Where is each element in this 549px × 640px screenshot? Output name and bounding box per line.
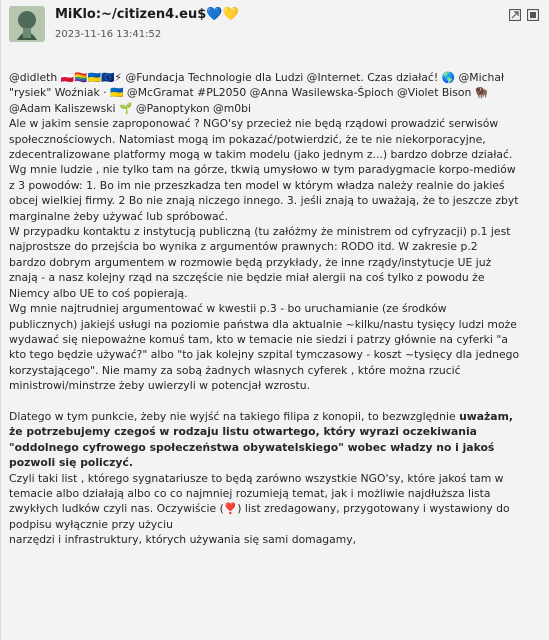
avatar-image (9, 6, 45, 42)
text-line: marginalne żeby używać lub spróbować. (9, 209, 229, 223)
text-line: kto tego będzie używać?" albo "to jak kolejny szpital tymczasowy - koszt ~tysięcy dla jednego (9, 348, 520, 362)
mentions-line[interactable]: @didleth 🇵🇱🏳️‍🌈🇺🇦🇪🇺⚡ @Fundacja Technologie dla Ludzi @Internet. Czas działać! 🌎 @Michał (9, 71, 505, 84)
text-line: publicznych) jakiejś usługi na poziomie państwa dla aktualnie ~kilku/nastu tysięcy ludzi może (9, 317, 517, 331)
text-line: Wg mnie najtrudniej argumentować w kwestii p.3 - bo uruchamianie (ze środków (9, 302, 447, 316)
text-line: społecznościowych. Natomiast mogą im pokazać/potwierdzić, że te nie niekorporacyjne, (9, 132, 486, 146)
paragraph-letter (9, 471, 537, 548)
text-line: zwykłych ludków czyli nas. Oczywiście (❣️) list zredagowany, przygotowany i wystawiony do (9, 502, 510, 516)
external-link-icon[interactable] (527, 9, 539, 21)
text-line: ministrowi/minstrze żeby uwierzyli w potencjał wzrostu. (9, 379, 311, 393)
mentions-line[interactable]: "rysiek" Woźniak · 🇺🇦 @McGramat #PL2050 @Anna Wasilewska-Śpioch @Violet Bison 🦬 (9, 86, 489, 100)
text-line: bardzo dobrym argumentem w rozmowie będą przykłady, że inne rządy/instytucje UE już (9, 255, 492, 269)
text-line: Czyli taki list , którego sygnatariusze to będą zarówno wszystkie NGO'sy, które jakoś tam w (9, 471, 504, 485)
share-icon[interactable] (509, 9, 521, 21)
paragraph-conclusion (9, 409, 537, 471)
text-line: temacie albo działają albo co co najmniej rozumieją temat, jak i możliwie najdłuższa lista (9, 486, 491, 500)
text-normal: Dlatego w tym punkcie, żeby nie wyjść na takiego filipa z konopii, to bezwzględnie (9, 409, 460, 423)
post-body (9, 70, 537, 548)
text-line: znają - a nasz kolejny rząd na szczęście nie będzie miał alergii na coś tylko z powodu że (9, 271, 485, 285)
text-line: podpisu wyłącznie przy użyciu (9, 517, 173, 531)
header-actions (509, 9, 539, 21)
text-line: Ale w jakim sensie zaproponować ? NGO'sy przecież nie będą rządowi prowadzić serwisów (9, 117, 499, 131)
text-bold: uważam, (459, 409, 513, 423)
post-timestamp[interactable]: 2023-11-16 13:41:52 (55, 29, 162, 40)
text-line-bold: że potrzebujemy czegoś w rodzaju listu otwartego, który wyrazi oczekiwania (9, 425, 477, 439)
text-line: Wg mnie ludzie , nie tylko tam na górze, tkwią umysłowo w tym paradygmacie korpo-mediów (9, 163, 516, 177)
text-line: korzystającego". Nie mamy za sobą żadnych własnych cyferek , które można rzucić (9, 363, 461, 377)
text-line: narzędzi i infrastruktury, których używania się sami domagamy, (9, 533, 357, 547)
text-line: zdecentralizowane platformy mogą w takim modelu (jako jednym z...) bardzo dobrze działać. (9, 148, 513, 162)
text-line-bold: "oddolnego cyfrowego społeczeństwa obywatelskiego" wobec władzy no i jakoś (9, 440, 495, 454)
text-line: najprostsze do przejścia bo wynika z argumentów prawnych: RODO itd. W zakresie p.2 (9, 240, 478, 254)
author-name[interactable]: MiKlo:~/citizen4.eu$💙💛 (55, 7, 239, 22)
text-line: Niemcy albo UE to coś popierają. (9, 286, 188, 300)
paragraph-argument (9, 116, 537, 393)
text-line (9, 410, 513, 423)
mentions-block (9, 70, 537, 116)
avatar[interactable] (9, 6, 45, 42)
post-header (9, 6, 541, 46)
text-line-bold: pozwoli się policzyć. (9, 456, 133, 470)
text-line: W przypadku kontaktu z instytucją publiczną (tu załóżmy że ministrem od cyfryzacji) p.1 jest (9, 225, 511, 239)
text-line: z 3 powodów: 1. Bo im nie przeszkadza ten model w którym władza należy realnie do jakieś (9, 178, 505, 192)
mentions-line[interactable]: @Adam Kaliszewski 🌱 @Panoptykon @m0bi (9, 101, 252, 115)
text-line: wydawać się niepoważne komuś tam, kto w temacie nie siedzi i patrzy głównie na cyferki "a (9, 332, 508, 346)
text-line: obcej wielkiej firmy. 2 Bo nie znają niczego innego. 3. jeśli znają to uważają, że to jeszcze zbyt (9, 194, 519, 208)
